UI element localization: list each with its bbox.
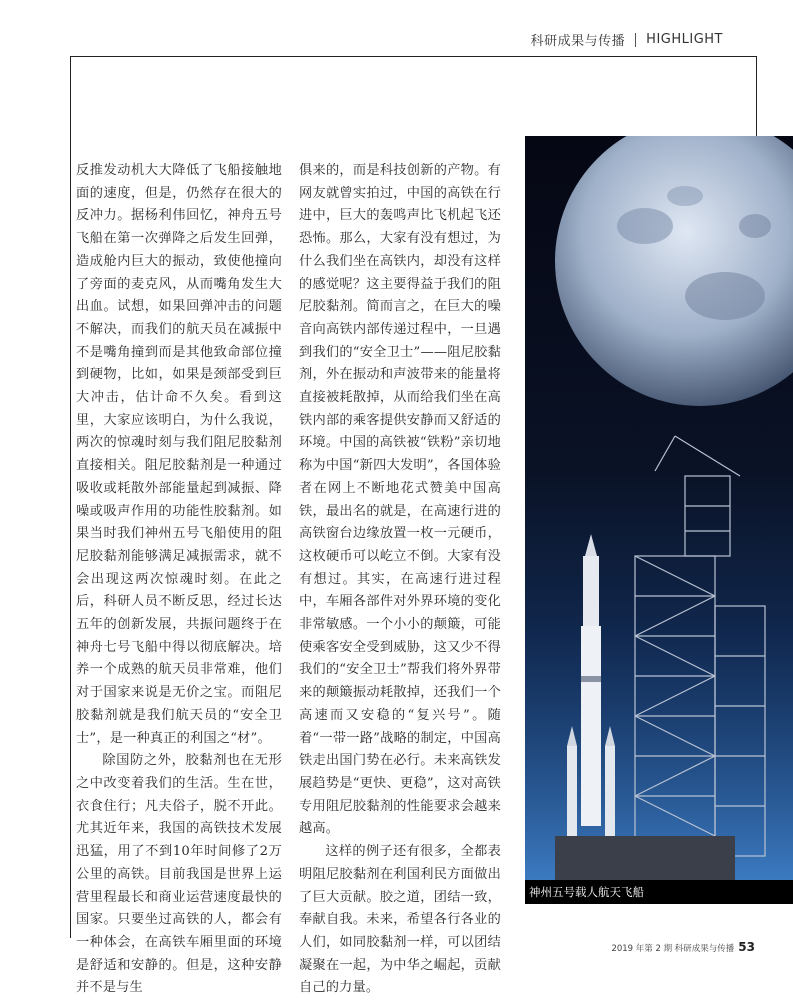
paragraph: 这样的例子还有很多，全都表明阻尼胶黏剂在利国利民方面做出了巨大贡献。胶之道，团结一致，奉献自我。未来，希望各行各业的人们，如同胶黏剂一样，可以团结凝聚在一起，为中华之崛起，贡献自己的力量。 <box>299 844 501 996</box>
header-divider <box>635 33 636 47</box>
rocket-illustration <box>525 136 793 880</box>
moon-crater <box>739 214 771 238</box>
text-column-right <box>299 160 501 1000</box>
footer-issue: 2019 年第 2 期 科研成果与传播 <box>611 944 735 954</box>
moon <box>555 136 793 406</box>
header-section: 科研成果与传播 <box>530 34 626 49</box>
frame-line-right <box>756 56 757 136</box>
moon-crater <box>617 208 673 244</box>
page-footer <box>611 940 755 954</box>
figure-caption: 神州五号载人航天飞船 <box>525 880 793 904</box>
frame-line-left <box>70 56 71 938</box>
moon-crater <box>667 186 703 206</box>
header-label: HIGHLIGHT <box>646 32 723 47</box>
rocket-launch-photo <box>525 136 793 880</box>
moon-crater <box>685 272 765 320</box>
paragraph: 俱来的，而是科技创新的产物。有网友就曾实拍过，中国的高铁在行进中，巨大的轰鸣声比飞机起飞还恐怖。那么，大家有没有想过，为什么我们坐在高铁内，却没有这样的感觉呢？这主要得益于我们的阻尼胶黏剂。简而言之，在巨大的噪音向高铁内部传递过程中，一旦遇到我们的“安全卫士”——阻尼胶黏剂，外在振动和声波带来的能量将直接被耗散掉，从而给我们坐在高铁内部的乘客提供安静而又舒适的环境。中国的高铁被“铁粉”亲切地称为中国“新四大发明”，各国体验者在网上不断地花式赞美中国高铁，最出名的就是，在高速行进的高铁窗台边缘放置一枚一元硬币，这枚硬币可以屹立不倒。大家有没有想过。其实，在高速行进过程中，车厢各部件对外界环境的变化非常敏感。一个小小的颠簸，可能使乘客安全受到威胁，这又少不得我们的“安全卫士”帮我们将外界带来的颠簸振动耗散掉，还我们一个高速而又安稳的“复兴号”。随着“一带一路”战略的制定，中国高铁走出国门势在必行。未来高铁发展趋势是“更快、更稳”，这对高铁专用阻尼胶黏剂的性能要求会越来越高。 <box>299 163 501 837</box>
paragraph: 反推发动机大大降低了飞船接触地面的速度，但是，仍然存在很大的反冲力。据杨利伟回忆，神舟五号飞船在第一次弹降之后发生回弹，造成舱内巨大的振动，致使他撞向了旁面的麦克风，从而嘴角发生大出血。试想，如果回弹冲击的问题不解决，而我们的航天员在减振中不是嘴角撞到而是其他致命部位撞到硬物，比如，如果是颈部受到巨大冲击，估计命不久矣。看到这里，大家应该明白，为什么我说，两次的惊魂时刻与我们阻尼胶黏剂直接相关。阻尼胶黏剂是一种通过吸收或耗散外部能量起到减振、降噪或吸声作用的功能性胶黏剂。如果当时我们神州五号飞船使用的阻尼胶黏剂能够满足减振需求，就不会出现这两次惊魂时刻。在此之后，科研人员不断反思，经过长达五年的创新发展，共振问题终于在神舟七号飞船中得以彻底解决。培养一个成熟的航天员非常难，他们对于国家来说是无价之宝。而阻尼胶黏剂就是我们航天员的“安全卫士”，是一种真正的利国之“材”。 <box>76 163 282 746</box>
paragraph: 除国防之外，胶黏剂也在无形之中改变着我们的生活。生在世，衣食住行；凡夫俗子，脱不开此。尤其近年来，我国的高铁技术发展迅猛，用了不到10年时间修了2万公里的高铁。目前我国是世界上运营里程最长和商业运营速度最快的国家。只要坐过高铁的人，都会有一种体会，在高铁车厢里面的环境是舒适和安静的。但是，这种安静并不是与生 <box>76 753 282 996</box>
running-header <box>531 30 723 49</box>
text-column-left <box>76 160 282 1000</box>
page-number: 53 <box>738 940 755 954</box>
frame-line-top <box>70 56 756 57</box>
